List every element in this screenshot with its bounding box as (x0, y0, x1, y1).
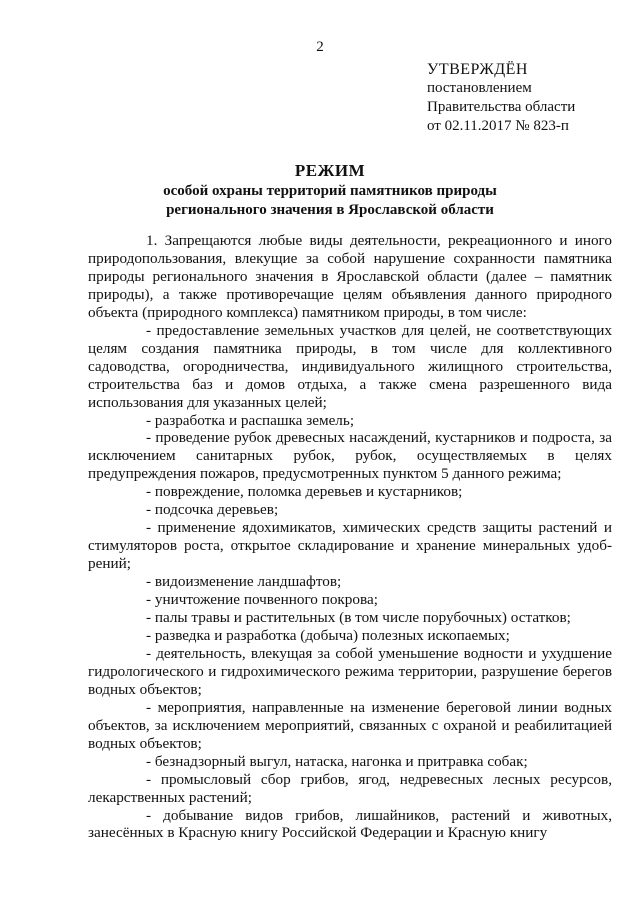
approval-stamp-block (427, 60, 627, 136)
list-item: - применение ядохимикатов, химических средств защиты растений и стимуляторов роста, открытое складирование и хранение минеральных удобрений; (88, 519, 612, 573)
approval-by: постановлением (427, 80, 532, 96)
list-item: - повреждение, поломка деревьев и кустарников; (146, 483, 463, 501)
approval-authority: Правительства области (427, 99, 576, 115)
list-item: - уничтожение почвенного покрова; (146, 591, 378, 609)
approval-date-number: от 02.11.2017 № 823-п (427, 118, 569, 134)
list-item: - видоизменение ландшафтов; (146, 573, 342, 591)
list-item: - подсочка деревьев; (146, 501, 279, 519)
paragraph-main: 1. Запрещаются любые виды деятельности, рекреационного и иного природопользования, влекущие за собой нарушение сохранности памятника природы регионального значения в Ярославской области (далее – памятник природы), а также противоречащие целям объявления данного природного объекта (природного комплекса) памятником природы, в том числе: (88, 232, 612, 321)
list-item: - проведение рубок древесных насаждений, кустарников и подроста, за исключением санитарных рубок, рубок, осуществляемых в целях предупреждения пожаров, предусмотренных пунктом 5 данного режима; (88, 429, 612, 483)
list-item: - разработка и распашка земель; (146, 411, 355, 429)
title-main: РЕЖИМ (294, 161, 366, 180)
title-line-2: регионального значения в Ярославской области (166, 202, 494, 218)
approval-approved: УТВЕРЖДЁН (427, 61, 528, 78)
list-item: - добывание видов грибов, лишайников, растений и животных, занесённых в Красную книгу Российской Федерации и Красную книгу (88, 806, 612, 842)
list-item: - мероприятия, направленные на изменение береговой линии водных объектов, за исключением мероприятий, связанных с охраной и реабилитацией водных объектов; (88, 698, 612, 752)
document-title (60, 160, 600, 220)
document-body (88, 232, 612, 842)
title-line-1: особой охраны территорий памятников природы (163, 183, 497, 199)
page-number: 2 (316, 39, 324, 55)
list-item: - деятельность, влекущая за собой уменьшение водности и ухудшение гидрологического и гидрохимического режима территории, разрушение берегов водных объектов; (88, 644, 612, 698)
list-item: - разведка и разработка (добыча) полезных ископаемых; (146, 626, 510, 644)
list-item: - палы травы и растительных (в том числе порубочных) остатков; (146, 609, 571, 627)
list-item: - промысловый сбор грибов, ягод, недревесных лесных ресурсов, лекарственных растений; (88, 770, 612, 806)
list-item: - предоставление земельных участков для целей, не соответствующих целям создания памятника природы, в том числе для коллективного садоводства, огородничества, индивидуального жилищного строительства, строительства баз и домов отдыха, а также смена разрешенного вида использования для указанных целей; (88, 321, 612, 411)
list-item: - безнадзорный выгул, натаска, нагонка и притравка собак; (146, 752, 528, 770)
